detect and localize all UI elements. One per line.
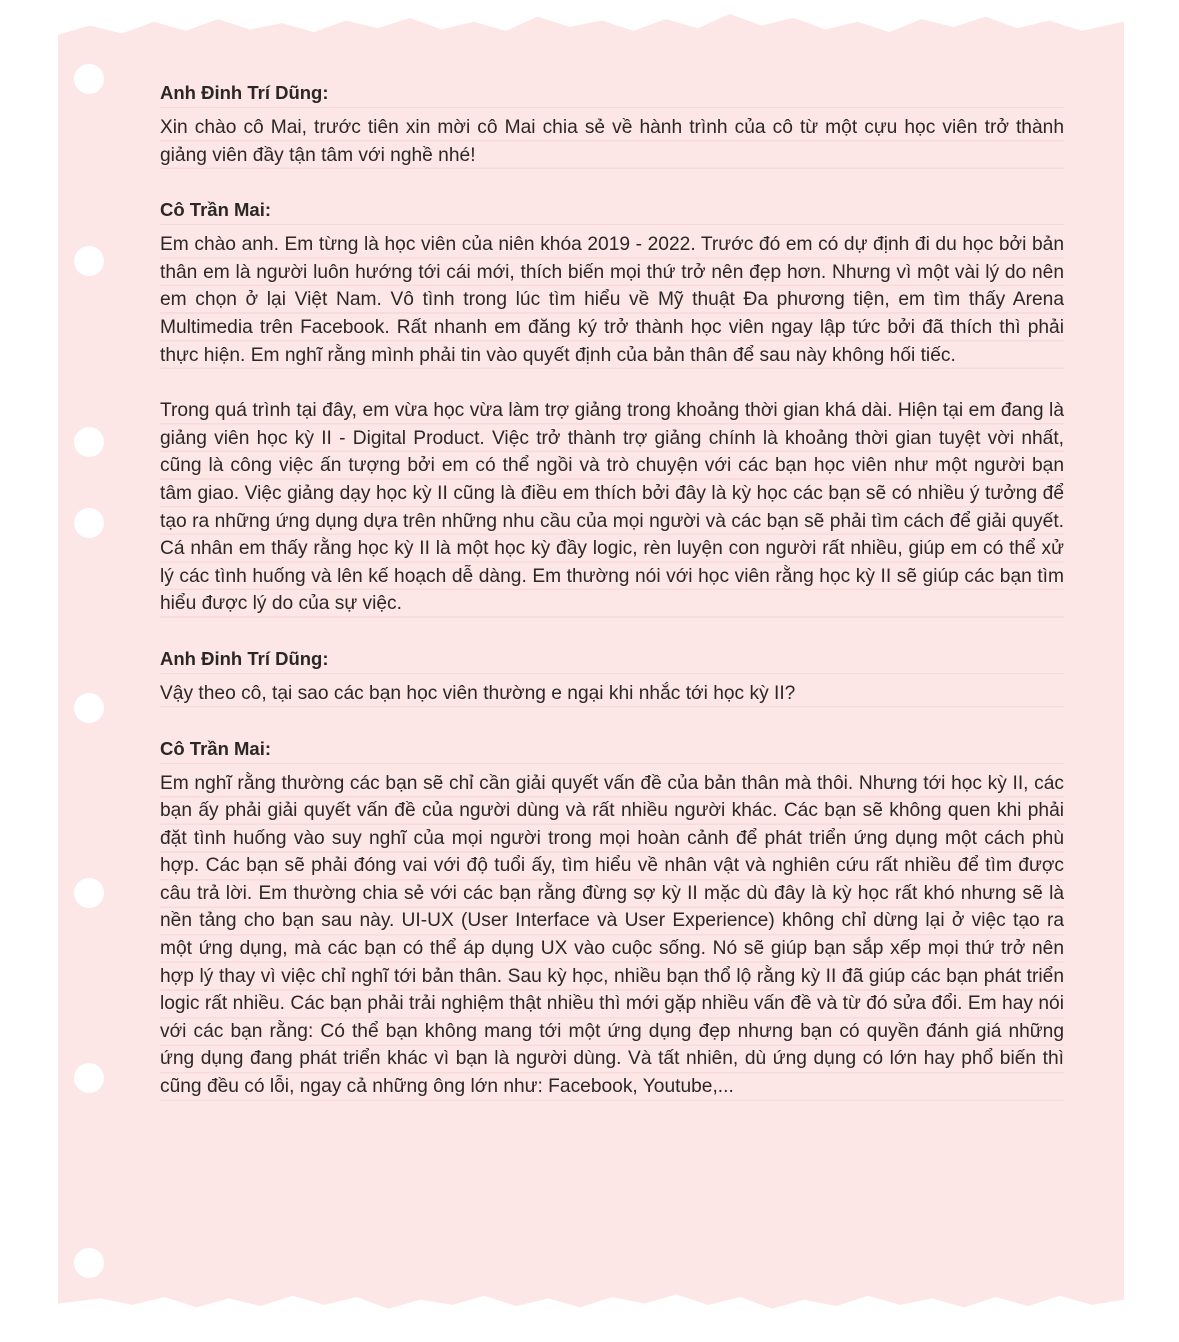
speaker-name: Cô Trần Mai: [160,736,1064,764]
interview-content [160,80,1064,1101]
binder-hole [74,1063,104,1093]
interview-block-a1 [160,197,1064,618]
binder-hole [74,427,104,457]
interview-block-q2 [160,646,1064,708]
paragraph: Vậy theo cô, tại sao các bạn học viên thường e ngại khi nhắc tới học kỳ II? [160,680,1064,708]
interview-block-a2 [160,736,1064,1101]
speaker-name: Cô Trần Mai: [160,197,1064,225]
paragraph: Em chào anh. Em từng là học viên của niên khóa 2019 - 2022. Trước đó em có dự định đi du học bởi bản thân em là người luôn hướng tới cái mới, thích biến mọi thứ trở nên đẹp hơn. Nhưng vì một vài lý do nên em chọn ở lại Việt Nam. Vô tình trong lúc tìm hiểu về Mỹ thuật Đa phương tiện, em tìm thấy Arena Multimedia trên Facebook. Rất nhanh em đăng ký trở thành học viên ngay lập tức bởi đã thích thì phải thực hiện. Em nghĩ rằng mình phải tin vào quyết định của bản thân để sau này không hối tiếc. [160,231,1064,369]
binder-hole [74,1248,104,1278]
speaker-name: Anh Đinh Trí Dũng: [160,80,1064,108]
paragraph: Xin chào cô Mai, trước tiên xin mời cô Mai chia sẻ về hành trình của cô từ một cựu học viên trở thành giảng viên đầy tận tâm với nghề nhé! [160,114,1064,169]
paragraph: Em nghĩ rằng thường các bạn sẽ chỉ cần giải quyết vấn đề của bản thân mà thôi. Nhưng tới học kỳ II, các bạn ấy phải giải quyết vấn đề của người dùng và rất nhiều người khác. Các bạn sẽ không quen khi phải đặt tình huống vào suy nghĩ của mọi người trong mọi hoàn cảnh để phát triển ứng dụng một cách phù hợp. Các bạn sẽ phải đóng vai với độ tuổi ấy, tìm hiểu về nhân vật và nghiên cứu rất nhiều để tìm được câu trả lời. Em thường chia sẻ với các bạn rằng đừng sợ kỳ II mặc dù đây là kỳ học rất khó nhưng sẽ là nền tảng cho bạn sau này. UI-UX (User Interface và User Experience) không chỉ dừng lại ở việc tạo ra một ứng dụng, mà các bạn có thể áp dụng UX vào cuộc sống. Nó sẽ giúp bạn sắp xếp mọi thứ trở nên hợp lý thay vì việc chỉ nghĩ tới bản thân. Sau kỳ học, nhiều bạn thổ lộ rằng kỳ II đã giúp các bạn phát triển logic rất nhiều. Các bạn phải trải nghiệm thật nhiều thì mới gặp nhiều vấn đề và từ đó sửa đổi. Em hay nói với các bạn rằng: Có thể bạn không mang tới một ứng dụng đẹp nhưng bạn có quyền đánh giá những ứng dụng đang phát triển khác vì bạn là người dùng. Và tất nhiên, dù ứng dụng có lớn hay phổ biến thì cũng đều có lỗi, ngay cả những ông lớn như: Facebook, Youtube,... [160,770,1064,1101]
binder-hole [74,508,104,538]
binder-hole [74,64,104,94]
interview-block-q1 [160,80,1064,169]
speaker-name: Anh Đinh Trí Dũng: [160,646,1064,674]
binder-hole [74,246,104,276]
binder-hole [74,693,104,723]
paragraph: Trong quá trình tại đây, em vừa học vừa làm trợ giảng trong khoảng thời gian khá dài. Hiện tại em đang là giảng viên học kỳ II - Digital Product. Việc trở thành trợ giảng chính là khoảng thời gian tuyệt vời nhất, cũng là công việc ấn tượng bởi em có thể ngồi và trò chuyện với các bạn học viên như một người bạn tâm giao. Việc giảng dạy học kỳ II cũng là điều em thích bởi đây là kỳ học các bạn sẽ có nhiều ý tưởng để tạo ra những ứng dụng dựa trên những nhu cầu của mọi người và các bạn sẽ phải tìm cách để giải quyết. Cá nhân em thấy rằng học kỳ II là một học kỳ đầy logic, rèn luyện con người rất nhiều, giúp em có thể xử lý các tình huống và lên kế hoạch dễ dàng. Em thường nói với học viên rằng học kỳ II sẽ giúp các bạn tìm hiểu được lý do của sự việc. [160,397,1064,618]
binder-hole [74,878,104,908]
